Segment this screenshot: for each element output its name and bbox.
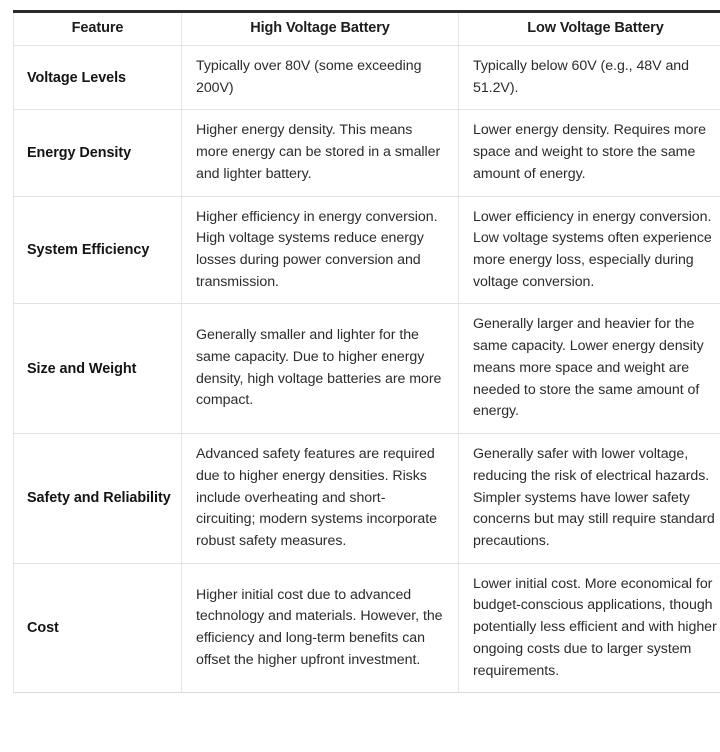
cell-low-voltage	[459, 46, 720, 110]
high-voltage-text: Higher efficiency in energy conversion. High voltage systems reduce energy losses during power conversion and transmission.	[196, 208, 438, 290]
feature-label: System Efficiency	[27, 242, 150, 259]
cell-feature	[14, 110, 182, 196]
high-voltage-text: Higher initial cost due to advanced technology and materials. However, the efficiency and long-term benefits can offset the higher upfront investment.	[196, 586, 443, 668]
cell-high-voltage	[182, 196, 459, 304]
low-voltage-text: Generally larger and heavier for the same capacity. Lower energy density means more space and weight are needed to store the same amount of energy.	[473, 316, 704, 420]
cell-high-voltage	[182, 304, 459, 434]
column-header-feature: Feature	[14, 12, 182, 46]
cell-feature	[14, 304, 182, 434]
table-header	[14, 12, 720, 46]
high-voltage-text: Higher energy density. This means more energy can be stored in a smaller and lighter battery.	[196, 122, 441, 182]
cell-high-voltage	[182, 563, 459, 693]
cell-low-voltage	[459, 196, 720, 304]
table-row	[14, 110, 720, 196]
cell-low-voltage	[459, 434, 720, 564]
low-voltage-text: Lower energy density. Requires more space and weight to store the same amount of energy.	[473, 122, 706, 182]
cell-feature	[14, 434, 182, 564]
column-header-high-voltage-battery: High Voltage Battery	[182, 12, 459, 46]
high-voltage-text: Advanced safety features are required due to higher energy densities. Risks include overheating and short-circuiting; modern systems incorporate robust safety measures.	[196, 446, 437, 549]
cell-feature	[14, 196, 182, 304]
table-row	[14, 434, 720, 564]
high-voltage-text: Generally smaller and lighter for the same capacity. Due to higher energy density, high voltage batteries are more compact.	[196, 327, 442, 409]
cell-feature	[14, 46, 182, 110]
table-row	[14, 196, 720, 304]
header-row	[14, 12, 720, 46]
low-voltage-text: Generally safer with lower voltage, reducing the risk of electrical hazards. Simpler systems have lower safety concerns but may still require standard precautions.	[473, 446, 715, 549]
feature-label: Voltage Levels	[27, 69, 127, 86]
feature-label: Size and Weight	[27, 360, 137, 377]
high-voltage-text: Typically over 80V (some exceeding 200V)	[196, 58, 422, 96]
table-row	[14, 46, 720, 110]
feature-label: Energy Density	[27, 145, 132, 161]
table-body	[14, 46, 720, 693]
low-voltage-text: Lower initial cost. More economical for budget-conscious applications, though potentially less efficient and with higher ongoing costs due to larger system requirements.	[473, 575, 717, 679]
feature-label: Safety and Reliability	[27, 490, 171, 507]
low-voltage-text: Typically below 60V (e.g., 48V and 51.2V).	[473, 58, 689, 96]
cell-low-voltage	[459, 304, 720, 434]
cell-high-voltage	[182, 110, 459, 196]
cell-high-voltage	[182, 434, 459, 564]
table-row	[14, 563, 720, 693]
low-voltage-text: Lower efficiency in energy conversion. Low voltage systems often experience more energy loss, especially during voltage conversion.	[473, 208, 712, 290]
cell-low-voltage	[459, 563, 720, 693]
battery-comparison-table	[13, 10, 720, 693]
cell-high-voltage	[182, 46, 459, 110]
feature-label: Cost	[27, 619, 59, 636]
cell-low-voltage	[459, 110, 720, 196]
cell-feature	[14, 563, 182, 693]
column-header-low-voltage-battery: Low Voltage Battery	[459, 12, 720, 46]
table-row	[14, 304, 720, 434]
